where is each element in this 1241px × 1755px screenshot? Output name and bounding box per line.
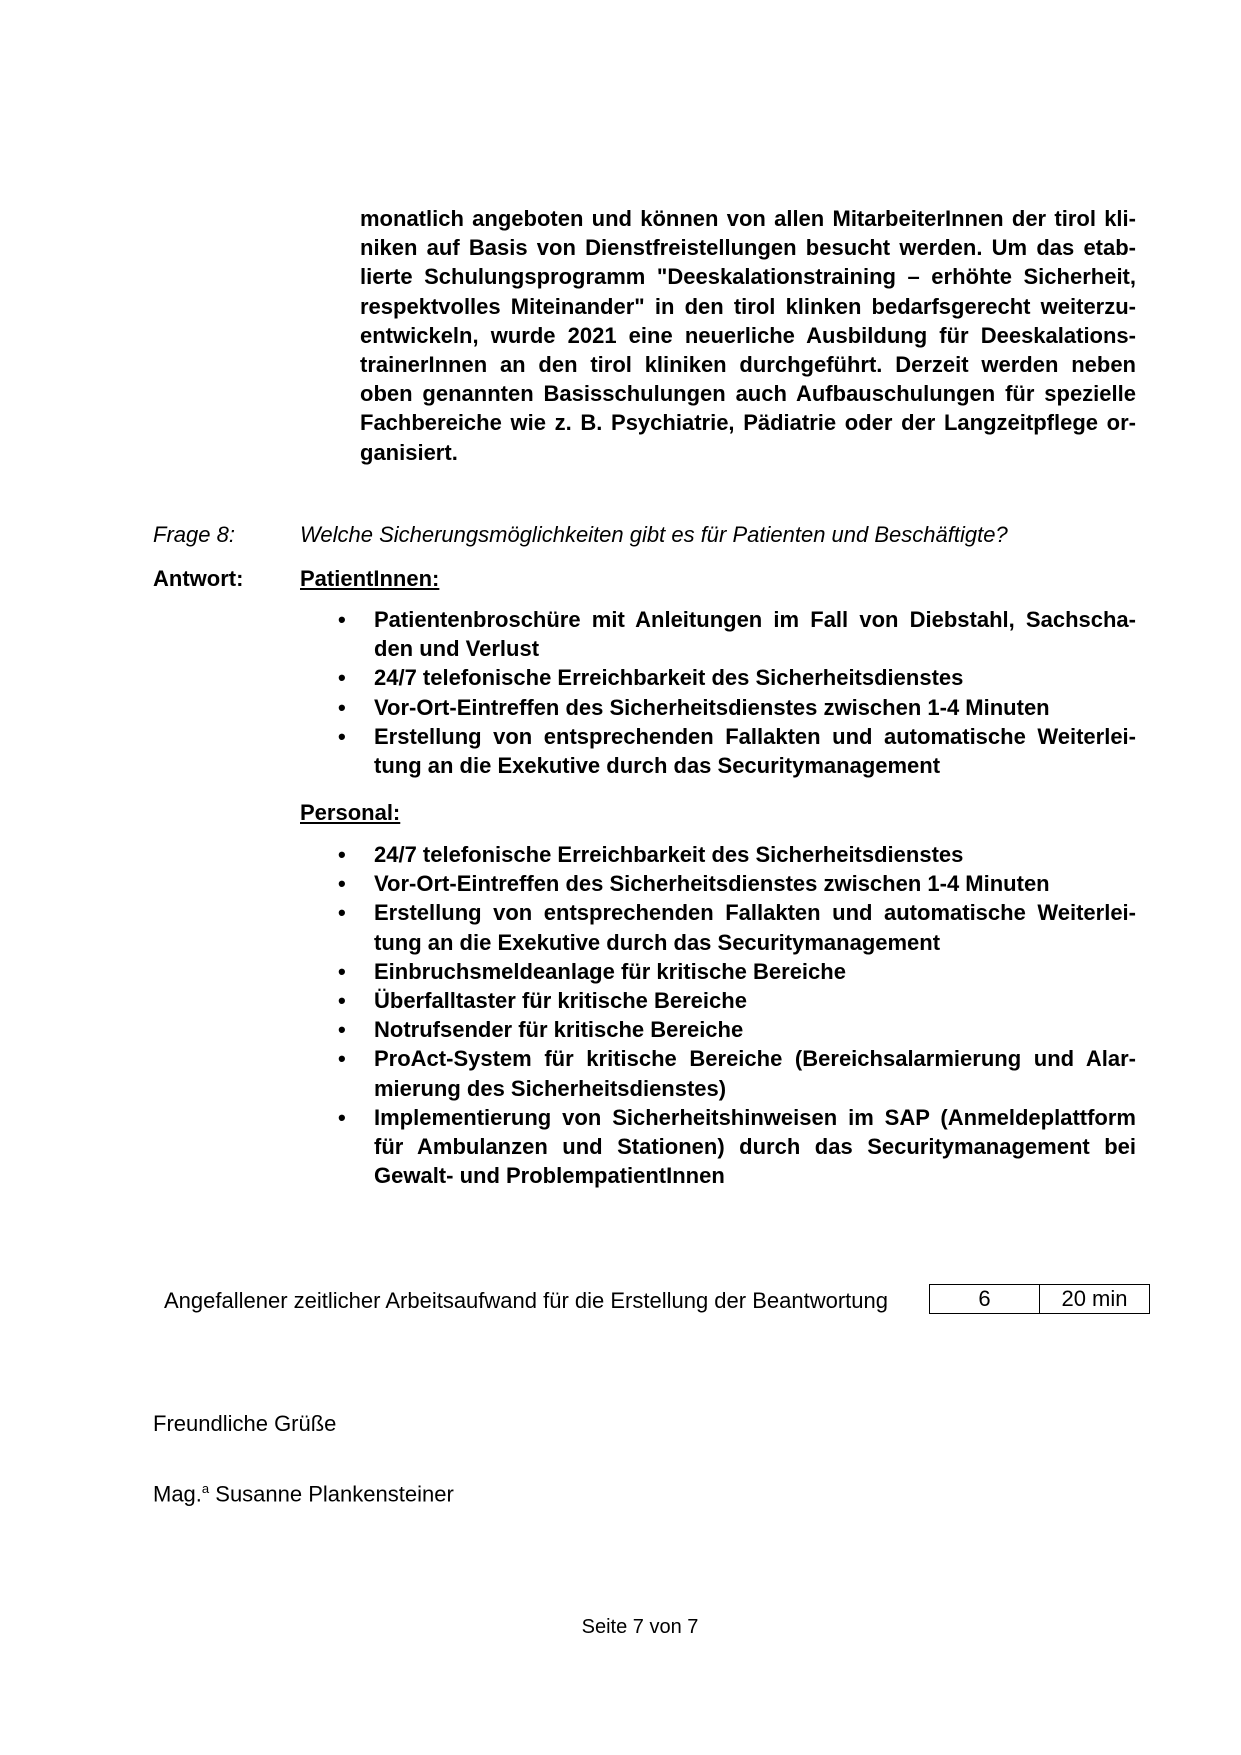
page-number: Seite 7 von 7 [581, 1616, 699, 1638]
intro-line: lierte Schulungsprogramm "Deeskalationstraining – erhöhte Sicherheit, [360, 264, 1136, 290]
staff-heading: Personal: [300, 800, 401, 825]
list-item-line: • 24/7 telefonische Erreichbarkeit des Sicherheitsdienstes [374, 842, 964, 867]
list-item-line: • Patientenbroschüre mit Anleitungen im Fall von Diebstahl, Sachscha- [374, 607, 1136, 632]
patients-list-item [300, 693, 1136, 722]
signature-superscript: a [201, 1481, 210, 1496]
list-item-line: • Vor-Ort-Eintreffen des Sicherheitsdienstes zwischen 1-4 Minuten [374, 871, 1050, 897]
effort-minutes: 20 min [1039, 1285, 1149, 1313]
staff-list-item [300, 957, 1136, 986]
list-item-line: den und Verlust [374, 636, 540, 662]
intro-line: ganisiert. [360, 439, 458, 465]
patients-list-item [300, 663, 1136, 692]
question-label: Frage 8: [153, 522, 235, 547]
intro-line: niken auf Basis von Dienstfreistellungen besucht werden. Um das etab- [360, 235, 1136, 261]
intro-paragraph [360, 204, 1136, 467]
list-item-line: Gewalt- und ProblempatientInnen [374, 1163, 725, 1189]
patients-list-item [300, 605, 1136, 663]
signature [153, 1481, 454, 1507]
list-item-line: • Erstellung von entsprechenden Fallakten und automatische Weiterlei- [374, 723, 1136, 749]
list-item-line: • Implementierung von Sicherheitshinweisen im SAP (Anmeldeplattform [374, 1104, 1136, 1130]
intro-line: entwickeln, wurde 2021 eine neuerliche Ausbildung für Deeskalations- [360, 322, 1136, 348]
list-item-line: • 24/7 telefonische Erreichbarkeit des Sicherheitsdienstes [374, 665, 964, 691]
signature-prefix: Mag. [153, 1481, 202, 1507]
question-text: Welche Sicherungsmöglichkeiten gibt es für Patienten und Beschäftigte? [300, 522, 1008, 547]
list-item-line: • Überfalltaster für kritische Bereiche [374, 988, 747, 1014]
intro-line: oben genannten Basisschulungen auch Aufbauschulungen für spezielle [360, 381, 1136, 407]
patients-list-item [300, 722, 1136, 780]
list-item-line: mierung des Sicherheitsdienstes) [374, 1075, 727, 1101]
intro-line: respektvolles Miteinander" in den tirol klinken bedarfsgerecht weiterzu- [360, 293, 1136, 319]
staff-list-item [300, 986, 1136, 1015]
list-item-line: • ProAct-System für kritische Bereiche (Bereichsalarmierung und Alar- [374, 1046, 1136, 1072]
answer-label: Antwort: [153, 566, 244, 591]
signature-name: Susanne Plankensteiner [209, 1481, 454, 1507]
list-item-line: • Erstellung von entsprechenden Fallakten und automatische Weiterlei- [374, 900, 1136, 926]
staff-list-item [300, 1103, 1136, 1191]
staff-list-item [300, 869, 1136, 898]
closing-greeting: Freundliche Grüße [153, 1411, 337, 1436]
effort-hours: 6 [978, 1286, 991, 1311]
staff-list-item [300, 898, 1136, 956]
staff-list-item [300, 840, 1136, 869]
list-item-line: tung an die Exekutive durch das Securitymanagement [374, 929, 941, 955]
patients-list [300, 605, 1136, 780]
intro-line: trainerInnen an den tirol kliniken durchgeführt. Derzeit werden neben [360, 352, 1136, 378]
list-item-line: • Einbruchsmeldeanlage für kritische Bereiche [374, 958, 846, 984]
list-item-line: • Vor-Ort-Eintreffen des Sicherheitsdienstes zwischen 1-4 Minuten [374, 694, 1050, 720]
staff-list [300, 840, 1136, 1190]
staff-list-item [300, 1044, 1136, 1102]
list-item-line: für Ambulanzen und Stationen) durch das Securitymanagement bei [374, 1134, 1136, 1160]
effort-label: Angefallener zeitlicher Arbeitsaufwand für die Erstellung der Beantwortung [164, 1288, 888, 1313]
list-item-line: • Notrufsender für kritische Bereiche [374, 1017, 744, 1043]
intro-line: monatlich angeboten und können von allen MitarbeiterInnen der tirol kli- [360, 206, 1136, 231]
patients-heading: PatientInnen: [300, 566, 440, 591]
list-item-line: tung an die Exekutive durch das Securitymanagement [374, 753, 941, 779]
intro-line: Fachbereiche wie z. B. Psychiatrie, Pädiatrie oder der Langzeitpflege or- [360, 410, 1136, 436]
effort-table [929, 1284, 1150, 1314]
staff-list-item [300, 1015, 1136, 1044]
